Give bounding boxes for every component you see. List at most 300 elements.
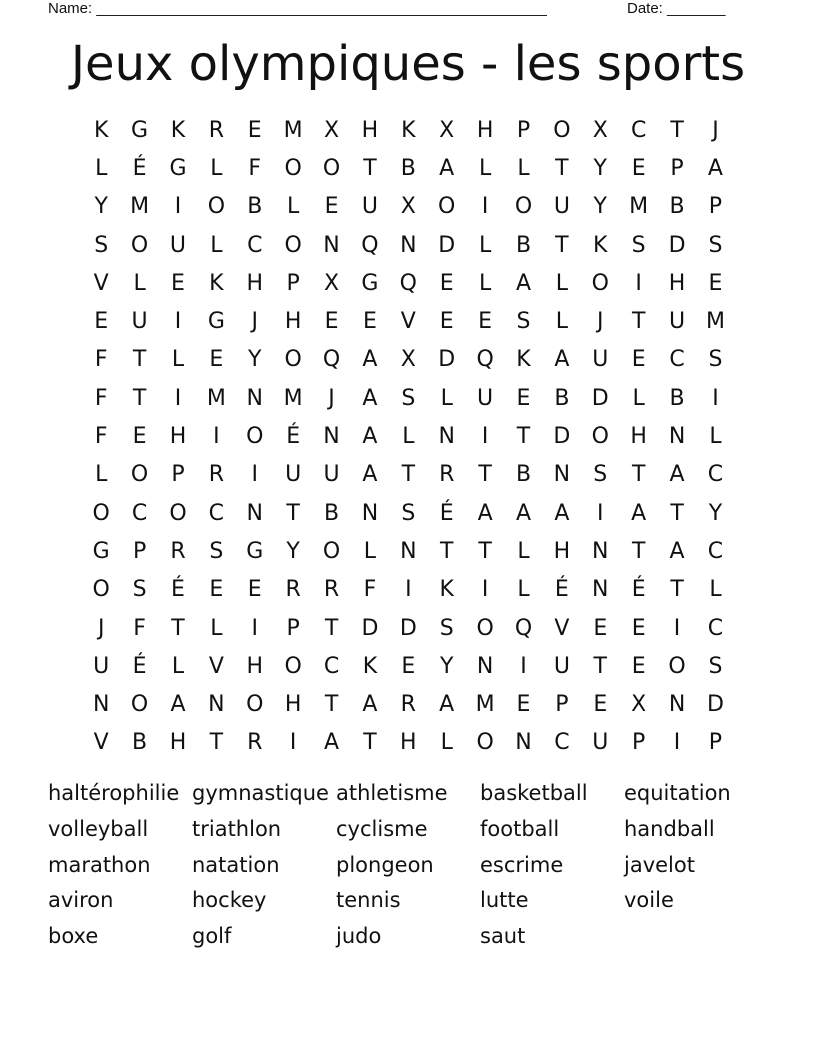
grid-letter: D [399,615,417,641]
grid-letter: M [283,117,303,143]
word-list-item: volleyball [48,816,149,841]
grid-letter: N [400,232,417,258]
grid-letter: J [712,117,719,143]
grid-letter: Y [593,194,607,220]
grid-letter: X [439,117,455,143]
grid-letter: C [554,730,570,756]
grid-letter: I [635,270,642,296]
grid-letter: P [286,270,300,296]
grid-letter: A [669,538,685,564]
grid-letter: F [133,615,146,641]
grid-letter: O [514,194,533,220]
grid-letter: T [324,615,339,641]
word-list-item: golf [192,924,232,949]
grid-letter: O [322,538,341,564]
grid-letter: A [362,692,378,718]
grid-letter: T [631,538,646,564]
grid-letter: T [516,424,531,450]
grid-letter: E [708,270,723,296]
grid-letter: V [554,615,570,641]
grid-letter: D [553,424,571,450]
word-list-item: basketball [480,781,588,805]
grid-letter: M [283,385,303,411]
grid-letter: N [476,653,494,679]
grid-letter: T [401,462,416,488]
grid-letter: N [553,462,571,488]
grid-letter: R [170,538,186,564]
word-list-item: lutte [480,888,529,913]
grid-letter: L [517,155,530,181]
grid-letter: L [171,653,185,679]
grid-letter: L [287,194,300,220]
grid-letter: U [169,232,187,258]
grid-letter: S [593,462,608,488]
grid-letter: I [481,194,489,220]
grid-letter: O [130,232,149,258]
grid-letter: K [439,577,454,603]
grid-letter: O [246,424,264,450]
grid-letter: O [284,232,302,258]
grid-letter: O [284,347,302,373]
grid-letter: P [516,117,531,143]
grid-letter: T [324,692,339,718]
grid-letter: O [284,653,302,679]
grid-letter: H [169,424,187,450]
grid-letter: S [631,232,646,258]
grid-letter: F [94,347,108,373]
grid-letter: Q [476,347,494,373]
grid-letter: H [630,424,647,450]
grid-letter: T [670,117,684,143]
grid-letter: I [251,615,258,641]
grid-letter: L [478,155,492,181]
grid-letter: S [708,347,723,373]
grid-letter: E [324,194,339,220]
word-list-item: voile [624,888,674,913]
grid-letter: É [132,155,147,181]
grid-letter: U [131,309,148,335]
grid-letter: J [251,309,258,335]
grid-letter: E [439,270,454,296]
grid-letter: T [593,653,607,679]
letter-grid [82,111,734,762]
grid-letter: L [478,270,492,296]
grid-letter: E [209,577,224,603]
grid-letter: E [362,309,377,335]
word-list-item: football [480,816,560,841]
grid-letter: É [554,577,569,603]
grid-letter: O [207,194,226,220]
grid-letter: E [631,155,646,181]
grid-letter: U [323,462,340,488]
grid-letter: L [95,462,108,488]
grid-letter: L [440,730,453,756]
grid-letter: H [553,538,571,564]
grid-letter: A [554,500,570,526]
word-list [48,776,768,955]
grid-letter: A [554,347,570,373]
grid-letter: A [515,500,532,526]
grid-letter: T [171,615,185,641]
grid-letter: I [405,577,412,603]
word-list-item: athletisme [336,781,448,805]
word-list-item: saut [480,924,526,949]
grid-letter: C [131,500,148,526]
grid-letter: Q [514,615,533,641]
word-list-item: boxe [48,924,99,949]
grid-letter: G [361,270,379,296]
grid-letter: T [209,730,224,756]
grid-letter: V [208,653,224,679]
grid-letter: D [361,615,379,641]
grid-letter: D [438,347,456,373]
grid-letter: D [706,692,724,718]
word-list-item: hockey [192,888,267,913]
grid-letter: V [400,309,416,335]
grid-letter: O [130,692,149,718]
grid-letter: I [597,500,604,526]
grid-letter: M [475,692,495,718]
grid-letter: S [132,577,147,603]
grid-letter: X [400,194,416,220]
grid-letter: H [400,730,417,756]
grid-letter: X [324,270,340,296]
grid-letter: A [362,424,378,450]
grid-letter: S [708,653,723,679]
grid-letter: S [401,500,416,526]
grid-letter: B [554,385,570,411]
grid-letter: C [323,653,340,679]
grid-letter: P [708,730,723,756]
grid-letter: K [401,117,416,143]
grid-letter: N [92,692,110,718]
grid-letter: R [439,462,455,488]
date-line: Date: _______ [627,0,726,17]
grid-letter: I [174,385,182,411]
grid-letter: I [251,462,258,488]
grid-letter: X [400,347,416,373]
grid-letter: L [709,424,722,450]
grid-letter: E [478,309,493,335]
grid-letter: A [669,462,685,488]
grid-letter: O [591,270,609,296]
grid-letter: S [708,232,723,258]
grid-letter: U [553,653,570,679]
grid-letter: E [401,653,416,679]
grid-letter: E [132,424,147,450]
grid-letter: S [209,538,224,564]
grid-letter: R [285,577,301,603]
grid-letter: A [439,692,455,718]
grid-letter: R [208,117,225,143]
grid-letter: O [322,155,341,181]
grid-letter: I [673,615,681,641]
grid-letter: N [668,424,686,450]
grid-letter: D [591,385,609,411]
grid-letter: É [286,424,301,450]
word-list-item: equitation [624,781,731,805]
grid-letter: A [324,730,340,756]
grid-letter: L [402,424,415,450]
grid-letter: H [246,653,264,679]
grid-letter: L [517,538,530,564]
grid-letter: S [516,309,531,335]
grid-letter: I [712,385,719,411]
grid-letter: K [593,232,608,258]
word-list-item: plongeon [336,852,434,877]
grid-letter: O [476,730,494,756]
grid-letter: U [361,194,378,220]
grid-letter: E [593,692,608,718]
grid-letter: E [94,309,109,335]
grid-letter: O [284,155,302,181]
grid-letter: O [246,692,264,718]
grid-letter: É [631,577,646,603]
grid-letter: T [478,538,492,564]
grid-letter: S [94,232,109,258]
grid-letter: S [401,385,416,411]
grid-letter: I [673,730,681,756]
word-list-item: javelot [624,852,695,877]
grid-letter: U [592,347,609,373]
grid-letter: E [209,347,224,373]
grid-letter: H [668,270,686,296]
grid-letter: L [478,232,492,258]
grid-letter: L [555,309,569,335]
grid-letter: O [476,615,494,641]
grid-letter: B [132,730,148,756]
grid-letter: R [400,692,416,718]
grid-letter: C [669,347,685,373]
grid-letter: E [593,615,608,641]
word-list-item: gymnastique [192,781,329,805]
grid-letter: B [669,194,685,220]
grid-letter: N [246,500,263,526]
grid-letter: G [92,538,110,564]
word-list-item: aviron [48,888,114,913]
grid-letter: T [286,500,300,526]
word-list-item: natation [192,852,280,877]
grid-letter: P [670,155,684,181]
grid-letter: E [631,615,646,641]
grid-letter: G [246,538,264,564]
grid-letter: A [515,270,532,296]
grid-letter: P [555,692,569,718]
grid-letter: M [130,194,150,220]
word-list-item: cyclisme [336,816,428,841]
grid-letter: A [362,347,378,373]
grid-letter: Q [399,270,417,296]
grid-letter: B [400,155,416,181]
grid-letter: N [323,232,340,258]
grid-letter: S [439,615,454,641]
grid-letter: K [209,270,224,296]
grid-letter: T [631,462,646,488]
grid-letter: H [361,117,379,143]
grid-letter: H [284,309,302,335]
grid-letter: L [709,577,722,603]
grid-letter: O [438,194,456,220]
word-list-item: tennis [336,888,401,913]
grid-letter: J [597,309,604,335]
grid-letter: O [92,500,110,526]
grid-letter: U [669,309,686,335]
grid-letter: M [705,309,725,335]
grid-letter: P [171,462,185,488]
grid-letter: T [363,730,377,756]
grid-letter: R [323,577,340,603]
grid-letter: D [668,232,686,258]
grid-letter: N [515,730,532,756]
grid-letter: Y [593,155,607,181]
grid-letter: M [206,385,226,411]
grid-letter: E [247,577,262,603]
grid-letter: T [478,462,492,488]
grid-letter: I [481,424,489,450]
grid-letter: U [592,730,609,756]
grid-letter: O [591,424,609,450]
worksheet-header [0,0,816,20]
grid-letter: C [630,117,647,143]
grid-letter: T [363,155,377,181]
grid-letter: L [517,577,530,603]
grid-letter: C [707,538,724,564]
grid-letter: B [323,500,340,526]
grid-letter: U [93,653,110,679]
grid-letter: X [592,117,608,143]
grid-letter: É [132,653,147,679]
grid-letter: X [324,117,340,143]
grid-letter: I [174,309,182,335]
grid-letter: I [520,653,527,679]
grid-letter: Y [286,538,300,564]
grid-letter: I [213,424,220,450]
name-line: Name: ______________________________________________________ [48,0,547,17]
grid-letter: L [440,385,453,411]
word-list-item: haltérophilie [48,781,180,805]
grid-letter: P [632,730,646,756]
grid-letter: A [631,500,647,526]
grid-letter: R [247,730,263,756]
grid-letter: H [169,730,187,756]
grid-letter: N [592,538,609,564]
grid-letter: E [516,385,531,411]
grid-letter: L [210,615,223,641]
grid-letter: B [247,194,263,220]
grid-letter: T [631,309,646,335]
grid-letter: V [93,270,109,296]
word-list-item: triathlon [192,816,282,841]
grid-letter: H [246,270,264,296]
grid-letter: E [171,270,185,296]
grid-letter: P [286,615,300,641]
grid-letter: F [94,385,108,411]
word-list-item: escrime [480,852,564,877]
grid-letter: D [438,232,456,258]
grid-letter: T [670,577,684,603]
grid-letter: J [328,385,335,411]
grid-letter: O [169,500,187,526]
grid-letter: E [324,309,339,335]
grid-letter: É [171,577,185,603]
grid-letter: U [477,385,494,411]
grid-letter: P [132,538,147,564]
grid-letter: N [592,577,609,603]
grid-letter: B [669,385,685,411]
grid-letter: F [94,424,108,450]
grid-letter: X [631,692,647,718]
grid-letter: T [555,232,569,258]
grid-letter: N [246,385,263,411]
grid-letter: N [400,538,417,564]
grid-letter: I [481,577,489,603]
grid-letter: G [131,117,149,143]
grid-letter: L [171,347,185,373]
grid-letter: C [707,615,724,641]
grid-letter: A [477,500,493,526]
grid-letter: E [631,653,646,679]
grid-letter: Q [361,232,379,258]
grid-letter: C [208,500,225,526]
grid-letter: Y [94,194,108,220]
grid-letter: T [132,347,147,373]
grid-letter: K [516,347,531,373]
grid-letter: L [632,385,645,411]
grid-letter: C [247,232,263,258]
grid-letter: C [707,462,724,488]
grid-letter: E [247,117,262,143]
grid-letter: O [130,462,149,488]
grid-letter: Y [439,653,454,679]
grid-letter: B [515,232,532,258]
grid-letter: V [93,730,109,756]
grid-letter: T [555,155,569,181]
grid-letter: H [476,117,494,143]
grid-letter: U [553,194,570,220]
word-list-item: handball [624,816,715,841]
grid-letter: L [210,155,223,181]
grid-letter: U [285,462,302,488]
grid-letter: O [553,117,571,143]
grid-letter: A [170,692,186,718]
grid-letter: L [95,155,108,181]
grid-letter: I [174,194,182,220]
grid-letter: G [207,309,225,335]
grid-letter: A [362,462,378,488]
grid-letter: A [707,155,723,181]
grid-letter: N [438,424,455,450]
grid-letter: N [323,424,340,450]
grid-letter: L [133,270,146,296]
grid-letter: B [515,462,532,488]
grid-letter: O [92,577,110,603]
grid-letter: K [170,117,186,143]
grid-letter: T [132,385,147,411]
grid-letter: P [708,194,723,220]
grid-letter: O [668,653,686,679]
grid-letter: E [439,309,454,335]
grid-letter: E [631,347,646,373]
grid-letter: F [363,577,377,603]
grid-letter: É [439,500,454,526]
grid-letter: I [289,730,297,756]
grid-letter: L [555,270,569,296]
word-list-item: judo [336,924,382,949]
grid-letter: K [93,117,109,143]
grid-letter: L [363,538,377,564]
grid-letter: Q [322,347,341,373]
grid-letter: Y [248,347,262,373]
